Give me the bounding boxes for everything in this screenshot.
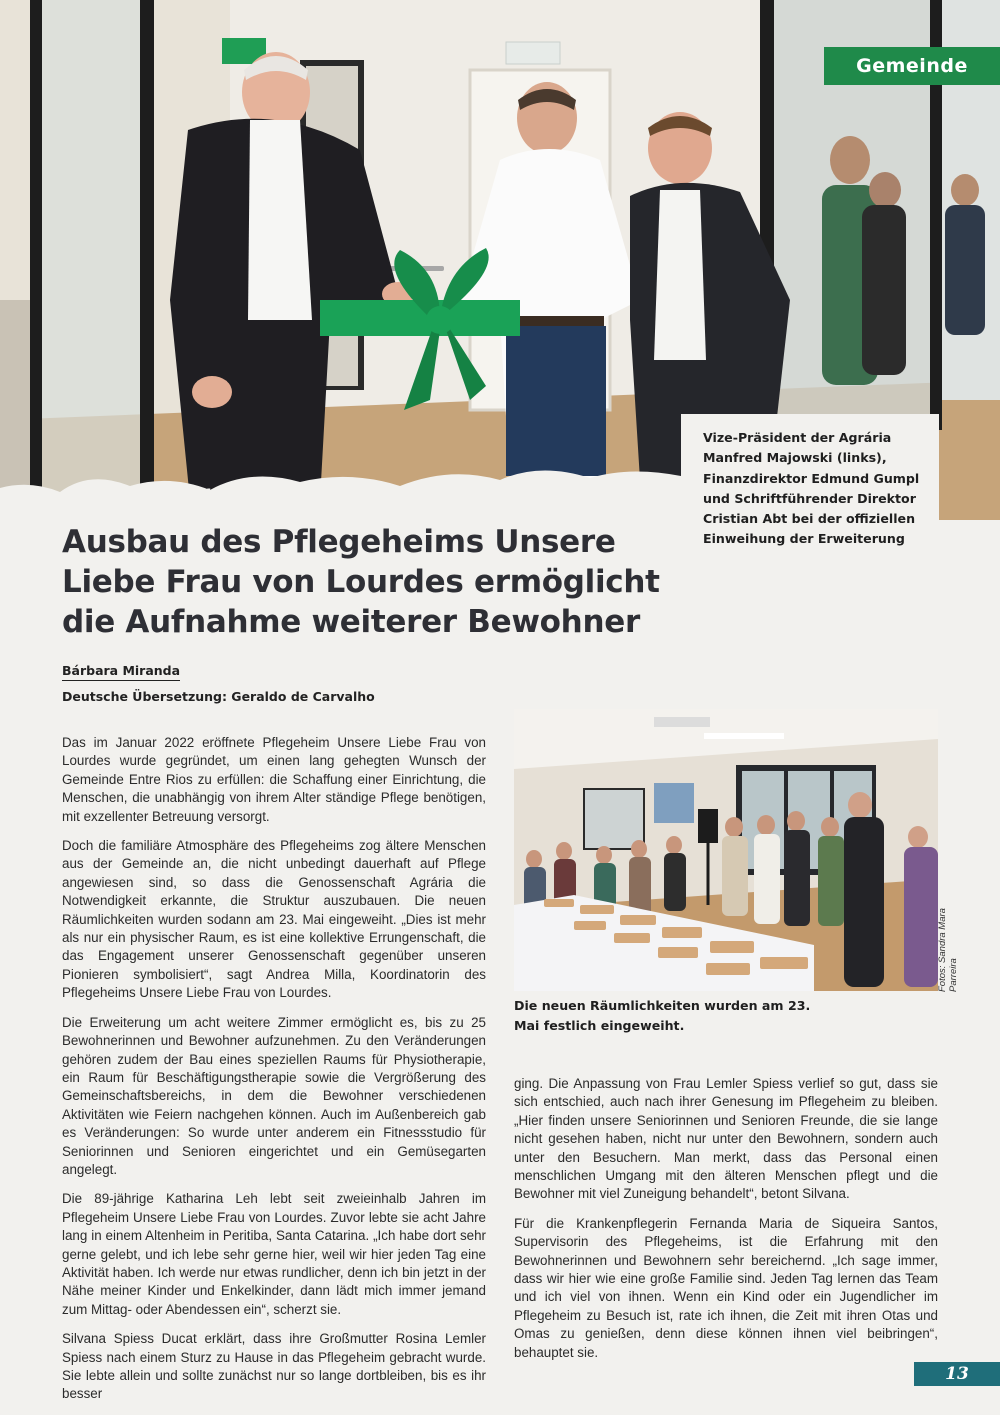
- event-hall-photo-illustration: [514, 709, 938, 991]
- article-translation-credit: Deutsche Übersetzung: Geraldo de Carvalho: [62, 689, 375, 704]
- article-title: Ausbau des Pflegeheims Unsere Liebe Frau von Lourdes ermöglicht die Aufnahme weiterer Bewohner: [62, 524, 660, 640]
- event-hall-photo-caption: Die neuen Räumlichkeiten wurden am 23. Mai festlich eingeweiht.: [514, 998, 811, 1033]
- event-hall-photo: [514, 709, 938, 991]
- paragraph: Doch die familiäre Atmosphäre des Pflegeheims zog ältere Menschen aus der Gemeinde an, die nicht unbedingt dauerhaft auf Pflege angewiesen sind, so dass die Genossenschaft Agrária die Notwendigkeit erkannte, die Struktur auszubauen. Die neuen Räumlichkeiten wurden sodann am 23. Mai eingeweiht. „Dies ist mehr als nur ein physischer Raum, es ist eine kollektive Errungenschaft, die das Engagement unserer Genossenschaft gegenüber unseren Pionieren symbolisiert“, sagt Andrea Milla, Koordinatorin des Pflegeheims Unsere Liebe Frau von Lourdes.: [62, 838, 486, 1001]
- paragraph: Die 89-jährige Katharina Leh lebt seit zweieinhalb Jahren im Pflegeheim Unsere Liebe Frau von Lourdes. Zuvor lebte sie acht Jahre lang in einem Altenheim in Peritiba, Santa Catarina. „Ich habe dort sehr gerne gelebt, und ich lebe sehr gerne hier, weil wir hier jeden Tag eine Aktivität haben. Ich werde nur etwas rundlicher, denn ich bin jetzt in der Nähe meiner Kinder und Enkelkinder, dann lädt mich immer jemand zum Mittag- oder Abendessen ein“, scherzt sie.: [62, 1191, 486, 1317]
- article-column-left: [62, 734, 486, 1415]
- article-author: Bárbara Miranda: [62, 663, 180, 681]
- hero-photo-caption: Vize-Präsident der Agrária Manfred Majowski (links), Finanzdirektor Edmund Gumpl und Schriftführender Direktor Cristian Abt bei der offiziellen Einweihung der Erweiterung: [681, 414, 939, 554]
- article-column-right: [514, 1075, 938, 1373]
- paragraph: ging. Die Anpassung von Frau Lemler Spiess verlief so gut, dass sie sich entschied, auch nach ihrer Genesung im Pflegeheim zu bleiben. „Hier finden unsere Seniorinnen und Senioren Freunde, die sie lange nicht gesehen haben, nicht nur unter den Bewohnern, sondern auch unter den Besuchern. Man merkt, dass das Personal einen menschlichen Umgang mit den älteren Menschen pflegt und die Bewohner mit viel Zuneigung behandelt“, betont Silvana.: [514, 1076, 938, 1202]
- photo-credit: Fotos: Sandra Mara Parreira: [937, 908, 959, 992]
- paragraph: Silvana Spiess Ducat erklärt, dass ihre Großmutter Rosina Lemler Spiess nach einem Sturz zu Hause in das Pflegeheim gebracht wurde. Sie lebte allein und sollte zunächst nur so lange dortbleiben, bis es ihr besser: [62, 1331, 486, 1402]
- paragraph: Die Erweiterung um acht weitere Zimmer ermöglicht es, bis zu 25 Bewohnerinnen und Bewohner aufzunehmen. Zu den Veränderungen gehören zudem der Bau eines speziellen Raums für Physiotherapie, ein Raum für Beschäftigungstherapie sowie die Vergrößerung des Gemeinschaftsbereichs, in dem die Bewohner verschiedenen Aktivitäten wie Feiern nachgehen können. Auch im Außenbereich gab es Veränderungen: So wurde unter anderem ein Fitnessstudio für Seniorinnen und Senioren eingerichtet und ein Gemüsegarten angelegt.: [62, 1014, 486, 1177]
- paragraph: Für die Krankenpflegerin Fernanda Maria de Siqueira Santos, Supervisorin des Pflegeheims, ist die Erfahrung mit den Bewohnerinnen und Bewohnern sehr bereichernd. „Ich sage immer, dass wir hier wie eine große Familie sind. Jeden Tag lernen das Team und ich viel von ihnen. Wenn ein Kind oder ein Jugendlicher im Pflegeheim zu Besuch ist, rate ich ihnen, die Zeit mit ihren Otas und Omas zu genießen, denn diese können ihnen viel beibringen“, behauptet sie.: [514, 1215, 938, 1360]
- page-number: 13: [914, 1362, 1000, 1386]
- paragraph: Das im Januar 2022 eröffnete Pflegeheim Unsere Liebe Frau von Lourdes wurde gegründet, um einen lang gehegten Wunsch der Gemeinde Entre Rios zu erfüllen: die Schaffung einer Einrichtung, die Menschen, die unabhängig von ihrem Alter ständige Pflege benötigen, mit exzellenter Betreuung versorgt.: [62, 735, 486, 824]
- section-tag: Gemeinde: [824, 47, 1000, 85]
